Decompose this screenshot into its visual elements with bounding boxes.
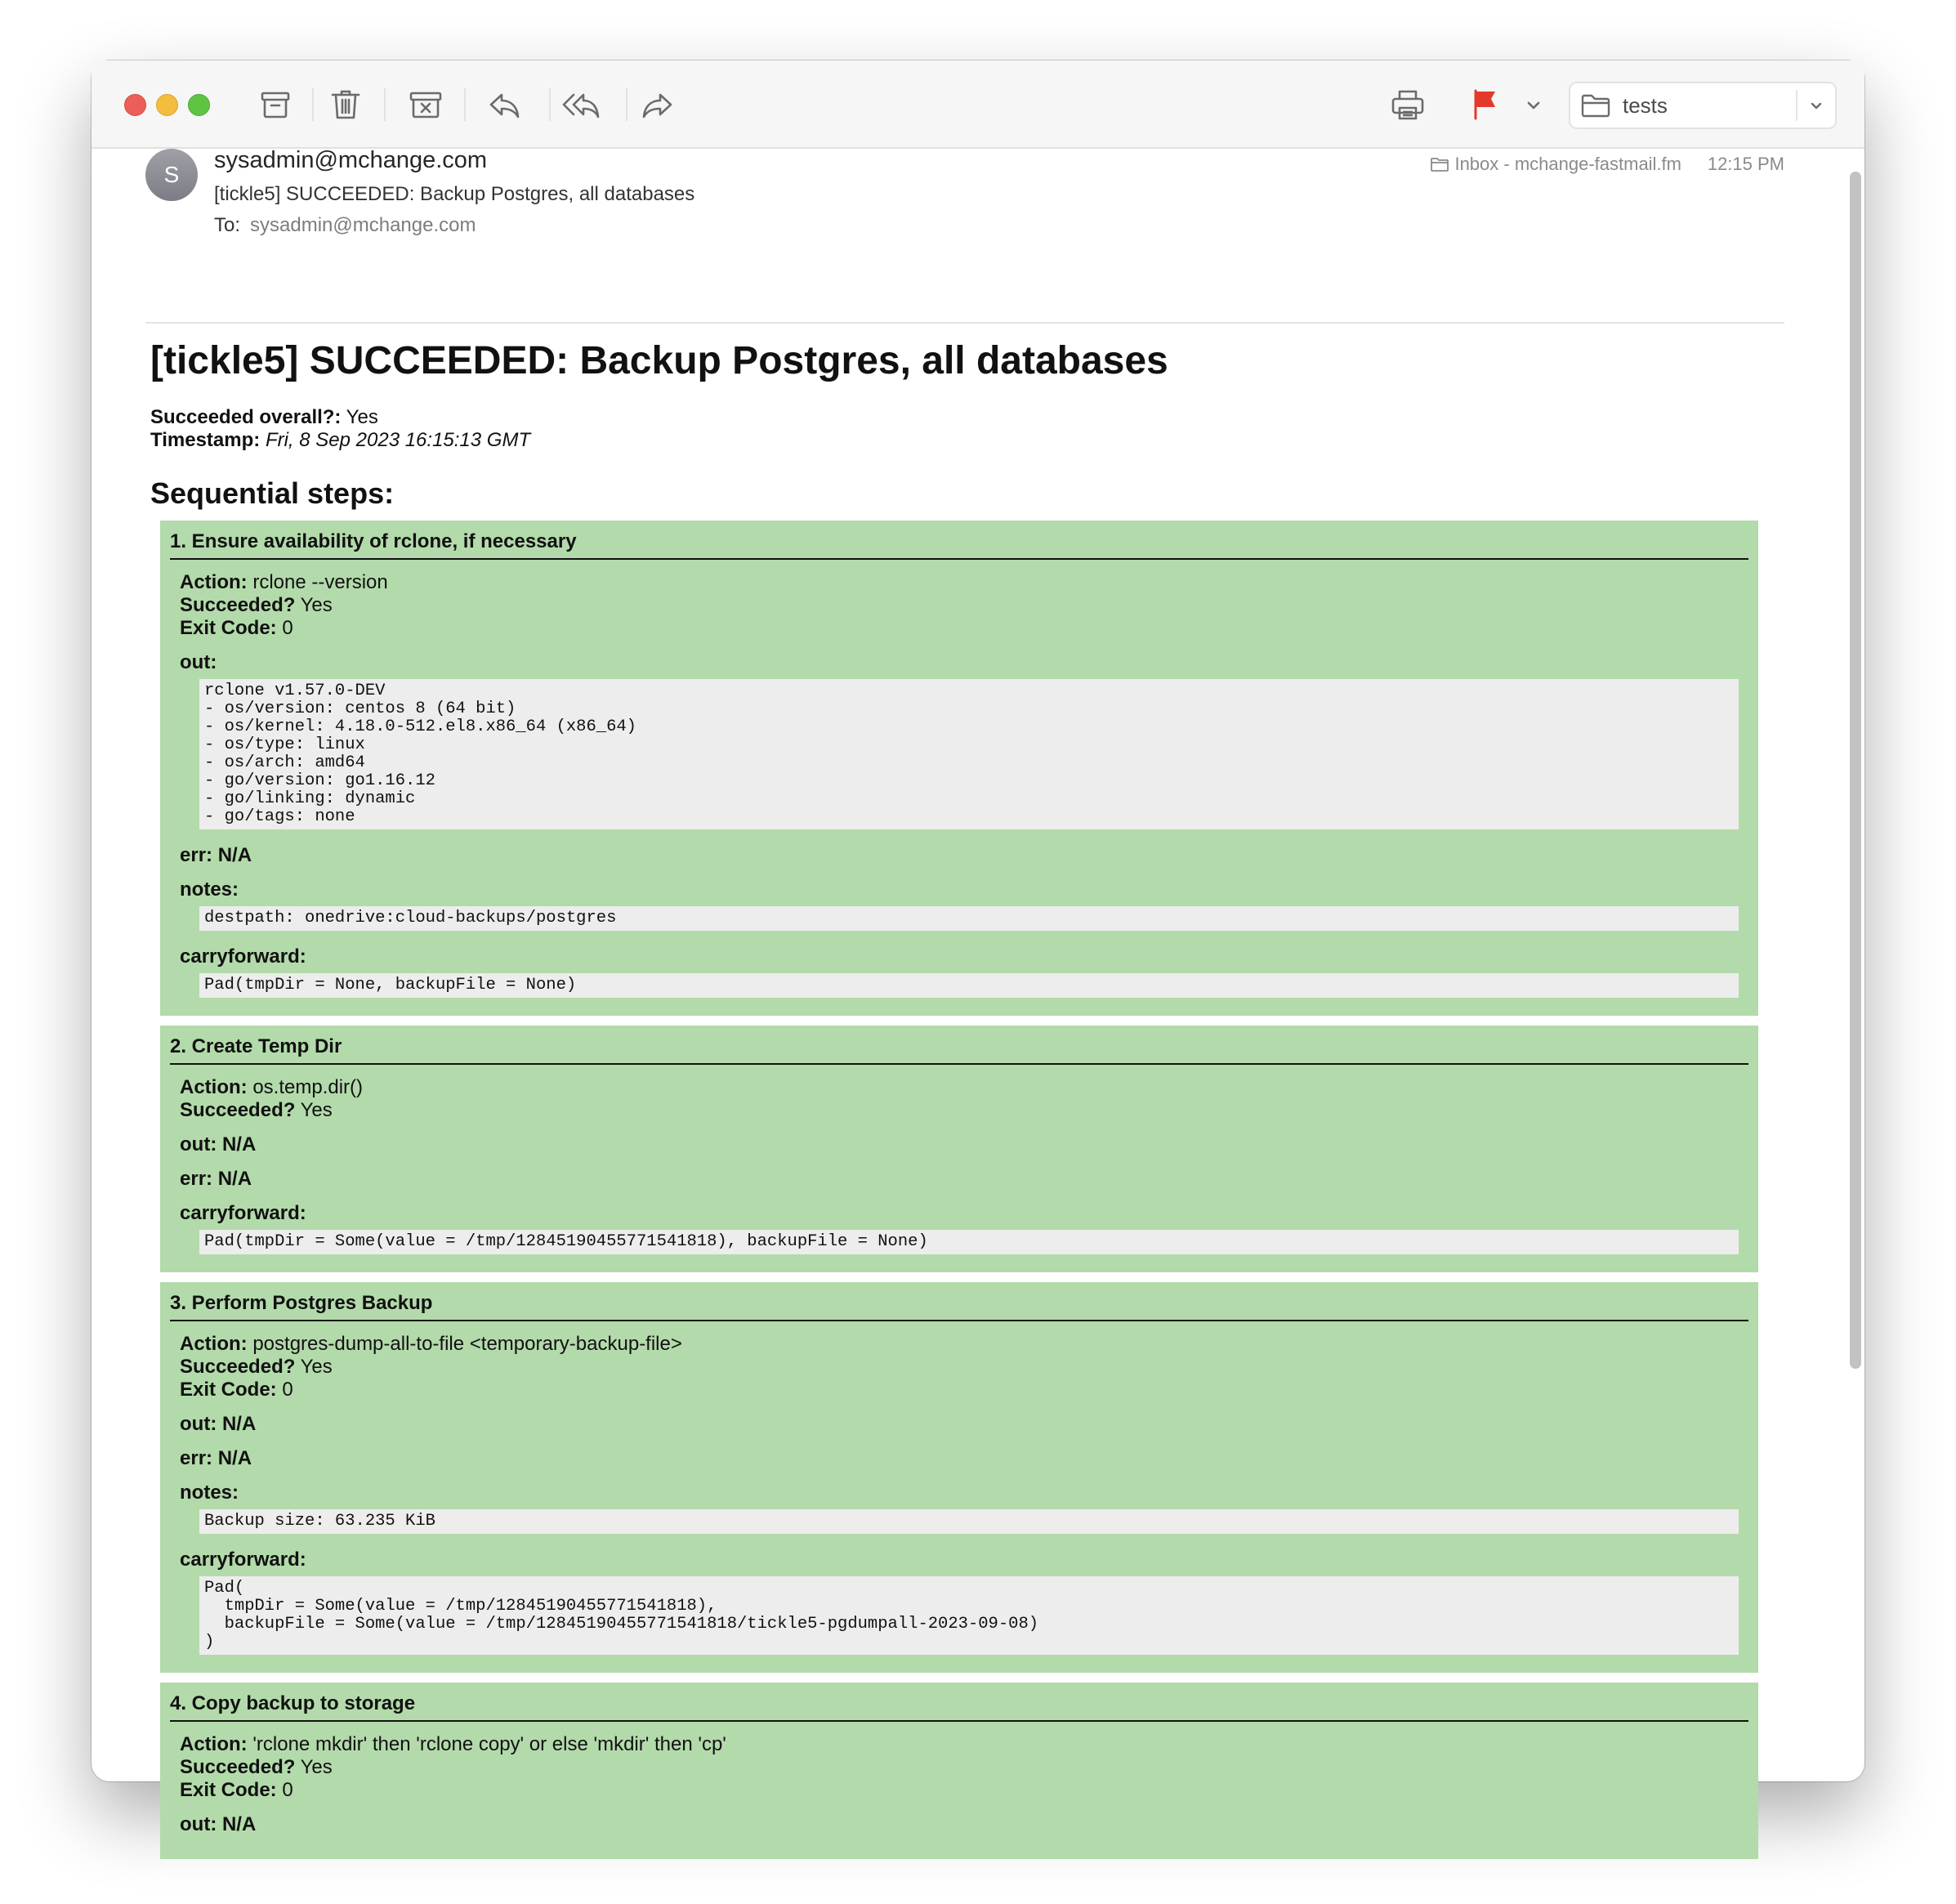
step-title: 3. Perform Postgres Backup xyxy=(170,1289,1748,1321)
step-carryforward-label: carryforward: xyxy=(180,1549,306,1571)
step-succeeded: Succeeded? Yes xyxy=(180,1356,333,1378)
step-title: 4. Copy backup to storage xyxy=(170,1689,1748,1722)
step-out: out: N/A xyxy=(180,1133,257,1155)
timestamp-label: Timestamp: xyxy=(150,429,261,451)
close-window-button[interactable] xyxy=(124,94,146,116)
chevron-down-icon[interactable] xyxy=(1807,96,1825,114)
step-notes-block: Backup size: 63.235 KiB xyxy=(199,1509,1739,1534)
step-action: Action: os.temp.dir() xyxy=(180,1076,364,1098)
step-title: 1. Ensure availability of rclone, if necessary xyxy=(170,527,1748,560)
step-title: 2. Create Temp Dir xyxy=(170,1032,1748,1065)
recipient-address[interactable]: sysadmin@mchange.com xyxy=(250,214,476,236)
step-carryforward-label: carryforward: xyxy=(180,1202,306,1224)
step-notes-label: notes: xyxy=(180,1482,239,1504)
step-succeeded: Succeeded? Yes xyxy=(180,1756,333,1778)
recipient-line xyxy=(214,214,476,237)
step-succeeded: Succeeded? Yes xyxy=(180,594,333,616)
reply-icon[interactable] xyxy=(484,84,525,125)
step-carryforward-block: Pad(tmpDir = None, backupFile = None) xyxy=(199,973,1739,998)
trash-icon[interactable] xyxy=(325,84,366,125)
step-notes-label: notes: xyxy=(180,878,239,901)
mail-window xyxy=(92,60,1864,1835)
zoom-window-button[interactable] xyxy=(188,94,210,116)
step-err: err: N/A xyxy=(180,1168,252,1190)
step-2 xyxy=(160,1026,1758,1272)
step-out: out: N/A xyxy=(180,1413,257,1435)
junk-icon[interactable] xyxy=(405,84,446,125)
message-subject: [tickle5] SUCCEEDED: Backup Postgres, all databases xyxy=(214,183,695,205)
print-icon[interactable] xyxy=(1387,84,1428,125)
message-header xyxy=(145,147,1784,324)
mailbox-name: Inbox - mchange-fastmail.fm xyxy=(1454,154,1681,174)
summary xyxy=(150,406,1776,452)
forward-icon[interactable] xyxy=(637,84,678,125)
scrollbar[interactable] xyxy=(1850,172,1861,1369)
toolbar xyxy=(92,60,1864,149)
mailbox-location[interactable] xyxy=(1430,154,1681,175)
steps-heading: Sequential steps: xyxy=(150,476,395,510)
timestamp-value: Fri, 8 Sep 2023 16:15:13 GMT xyxy=(265,429,531,451)
step-action: Action: rclone --version xyxy=(180,571,388,593)
step-1 xyxy=(160,521,1758,1016)
mailbox-folder-icon xyxy=(1430,156,1449,172)
step-carryforward-block: Pad( tmpDir = Some(value = /tmp/12845190455771541818), backupFile = Some(value = /tmp/12845190455771541818/tickle5-pgdumpall-2023-09-08) ) xyxy=(199,1576,1739,1655)
step-exit-code: Exit Code: 0 xyxy=(180,1379,293,1401)
succeeded-overall-label: Succeeded overall?: xyxy=(150,406,342,428)
move-to-folder-select[interactable] xyxy=(1569,82,1837,129)
step-exit-code: Exit Code: 0 xyxy=(180,617,293,639)
step-notes-block: destpath: onedrive:cloud-backups/postgres xyxy=(199,906,1739,931)
step-exit-code: Exit Code: 0 xyxy=(180,1779,293,1801)
step-err: err: N/A xyxy=(180,844,252,866)
step-action: Action: postgres-dump-all-to-file <temporary-backup-file> xyxy=(180,1333,682,1355)
step-err: err: N/A xyxy=(180,1447,252,1469)
step-out-block: rclone v1.57.0-DEV - os/version: centos 8 (64 bit) - os/kernel: 4.18.0-512.el8.x86_64 (x86_64) - os/type: linux - os/arch: amd64 - go/version: go1.16.12 - go/linking: dynamic - go/tags: none xyxy=(199,679,1739,829)
step-succeeded: Succeeded? Yes xyxy=(180,1099,333,1121)
to-label: To: xyxy=(214,214,241,236)
minimize-window-button[interactable] xyxy=(156,94,178,116)
folder-name: tests xyxy=(1623,93,1668,118)
sender-address[interactable]: sysadmin@mchange.com xyxy=(214,147,488,173)
step-carryforward-label: carryforward: xyxy=(180,945,306,968)
step-action: Action: 'rclone mkdir' then 'rclone copy' or else 'mkdir' then 'cp' xyxy=(180,1733,726,1755)
received-time: 12:15 PM xyxy=(1707,154,1784,174)
step-3 xyxy=(160,1282,1758,1673)
step-4 xyxy=(160,1683,1758,1859)
reply-all-icon[interactable] xyxy=(560,84,601,125)
step-out-label: out: xyxy=(180,651,217,673)
message-title: [tickle5] SUCCEEDED: Backup Postgres, all databases xyxy=(150,339,1168,382)
succeeded-overall-value: Yes xyxy=(346,406,378,428)
avatar: S xyxy=(145,149,198,201)
flag-icon[interactable] xyxy=(1464,84,1505,125)
message-body xyxy=(150,338,1776,1869)
flag-menu-chevron-down-icon[interactable] xyxy=(1513,84,1554,125)
step-out: out: N/A xyxy=(180,1813,257,1835)
archive-icon[interactable] xyxy=(255,84,296,125)
step-carryforward-block: Pad(tmpDir = Some(value = /tmp/12845190455771541818), backupFile = None) xyxy=(199,1230,1739,1254)
folder-icon xyxy=(1580,91,1611,120)
